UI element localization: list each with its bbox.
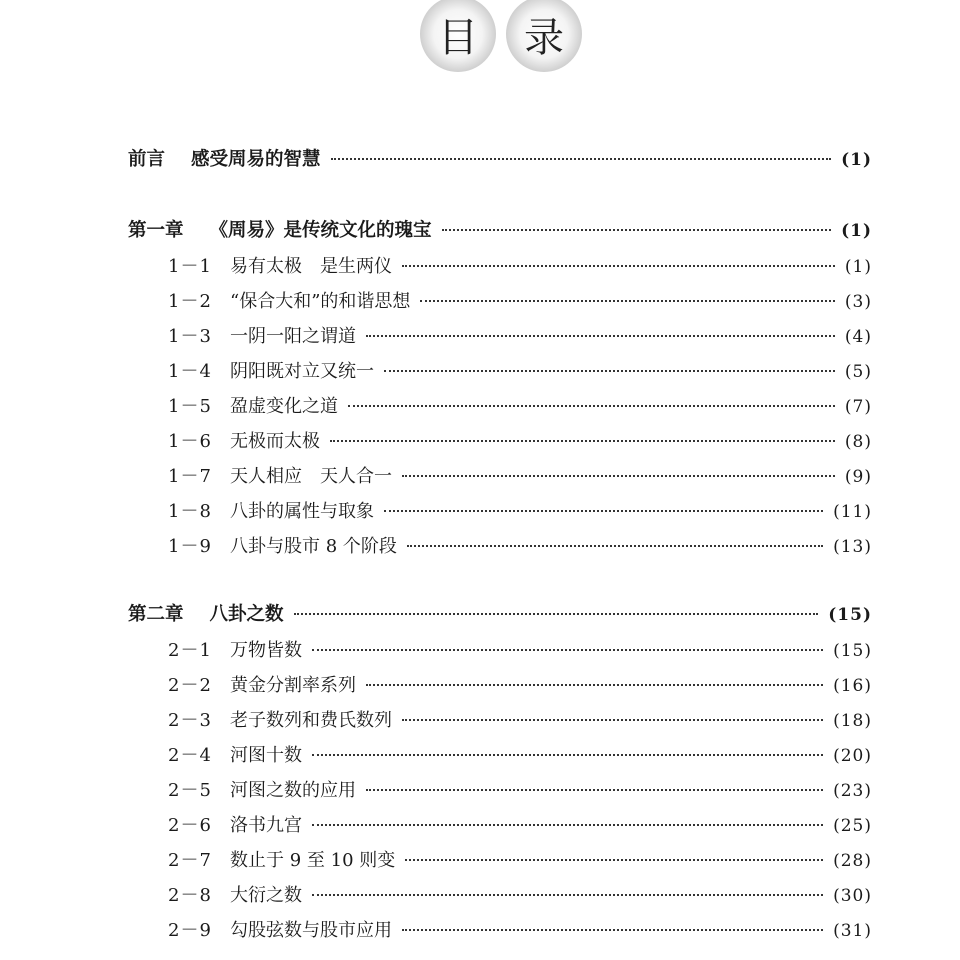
section-number: 2－9: [168, 920, 212, 941]
section-title: 黄金分割率系列: [230, 675, 356, 696]
page-number: (20): [833, 746, 872, 766]
page-number: (15): [828, 605, 872, 625]
section-number: 1－9: [168, 536, 212, 557]
page-number: (5): [844, 362, 872, 382]
dot-leader: [402, 929, 823, 931]
dot-leader: [312, 649, 823, 651]
toc-entry-section: [168, 780, 872, 802]
section-number: 1－8: [168, 501, 212, 522]
section-number: 2－6: [168, 815, 212, 836]
heading-char-mu: 目: [420, 0, 496, 72]
section-title: 河图十数: [230, 745, 302, 766]
section-number: 1－7: [168, 466, 212, 487]
toc-entry-section: [168, 466, 872, 488]
section-number: 2－5: [168, 780, 212, 801]
page-number: (18): [833, 711, 872, 731]
dot-leader: [294, 613, 819, 615]
toc-entry-section: [168, 745, 872, 767]
dot-leader: [405, 859, 823, 861]
page-number: (7): [844, 397, 872, 417]
toc-entry-section: [168, 536, 872, 558]
section-title: 洛书九宫: [230, 815, 302, 836]
section-title: 八卦的属性与取象: [230, 501, 374, 522]
dot-leader: [384, 510, 823, 512]
section-number: 2－3: [168, 710, 212, 731]
toc-entry-preface: [128, 149, 872, 171]
section-number: 2－7: [168, 850, 212, 871]
toc-entry-section: [168, 431, 872, 453]
dot-leader: [402, 475, 835, 477]
section-number: 1－6: [168, 431, 212, 452]
toc-entry-section: [168, 291, 872, 313]
toc-entry-section: [168, 501, 872, 523]
page-number: (11): [833, 502, 872, 522]
toc-entry-chapter-2: [128, 604, 872, 626]
dot-leader: [384, 370, 835, 372]
dot-leader: [312, 894, 823, 896]
toc-entry-section: [168, 326, 872, 348]
chapter-label: 第二章: [128, 604, 184, 625]
dot-leader: [312, 824, 823, 826]
section-title: 八卦与股市 8 个阶段: [230, 536, 397, 557]
section-title: 勾股弦数与股市应用: [230, 920, 392, 941]
toc-entry-section: [168, 885, 872, 907]
section-title: 盈虚变化之道: [230, 396, 338, 417]
dot-leader: [402, 265, 835, 267]
chapter-title: 八卦之数: [209, 604, 284, 625]
section-number: 2－8: [168, 885, 212, 906]
toc-entry-section: [168, 850, 872, 872]
section-title: 阴阳既对立又统一: [230, 361, 374, 382]
section-number: 2－4: [168, 745, 212, 766]
section-title: 大衍之数: [230, 885, 302, 906]
toc-entry-section: [168, 675, 872, 697]
section-title: 易有太极 是生两仪: [230, 256, 392, 277]
section-number: 2－1: [168, 640, 212, 661]
heading-char-lu: 录: [506, 0, 582, 72]
dot-leader: [366, 335, 835, 337]
section-title: “保合大和”的和谐思想: [230, 291, 411, 312]
page-number: (16): [833, 676, 872, 696]
page-number: (30): [833, 886, 872, 906]
page-number: (13): [833, 537, 872, 557]
section-title: 万物皆数: [230, 640, 302, 661]
section-number: 1－4: [168, 361, 212, 382]
page-number: (4): [844, 327, 872, 347]
dot-leader: [420, 300, 835, 302]
toc-entry-section: [168, 710, 872, 732]
page-number: (28): [833, 851, 872, 871]
section-title: 天人相应 天人合一: [230, 466, 392, 487]
toc-entry-section: [168, 361, 872, 383]
page-number: (1): [841, 150, 872, 170]
page-number: (1): [841, 221, 872, 241]
toc-entry-section: [168, 396, 872, 418]
page-number: (25): [833, 816, 872, 836]
dot-leader: [366, 789, 823, 791]
toc-entry-section: [168, 640, 872, 662]
page-number: (15): [833, 641, 872, 661]
section-number: 1－3: [168, 326, 212, 347]
section-number: 2－2: [168, 675, 212, 696]
page-number: (23): [833, 781, 872, 801]
page-number: (3): [844, 292, 872, 312]
preface-label: 前言: [128, 149, 166, 170]
dot-leader: [407, 545, 823, 547]
dot-leader: [331, 158, 832, 160]
toc-entry-chapter-1: [128, 220, 872, 242]
toc-entry-section: [168, 256, 872, 278]
dot-leader: [442, 229, 832, 231]
page-number: (1): [844, 257, 872, 277]
page-number: (31): [833, 921, 872, 941]
chapter-label: 第一章: [128, 220, 184, 241]
page-number: (8): [844, 432, 872, 452]
dot-leader: [402, 719, 823, 721]
section-number: 1－1: [168, 256, 212, 277]
dot-leader: [312, 754, 823, 756]
section-number: 1－5: [168, 396, 212, 417]
section-title: 老子数列和费氏数列: [230, 710, 392, 731]
page-number: (9): [844, 467, 872, 487]
chapter-title: 《周易》是传统文化的瑰宝: [209, 220, 432, 241]
section-title: 河图之数的应用: [230, 780, 356, 801]
toc-entry-section: [168, 920, 872, 942]
preface-title: 感受周易的智慧: [191, 149, 321, 170]
dot-leader: [348, 405, 835, 407]
section-title: 无极而太极: [230, 431, 320, 452]
dot-leader: [366, 684, 823, 686]
toc-entry-section: [168, 815, 872, 837]
section-number: 1－2: [168, 291, 212, 312]
section-title: 数止于 9 至 10 则变: [230, 850, 396, 871]
section-title: 一阴一阳之谓道: [230, 326, 356, 347]
dot-leader: [330, 440, 835, 442]
